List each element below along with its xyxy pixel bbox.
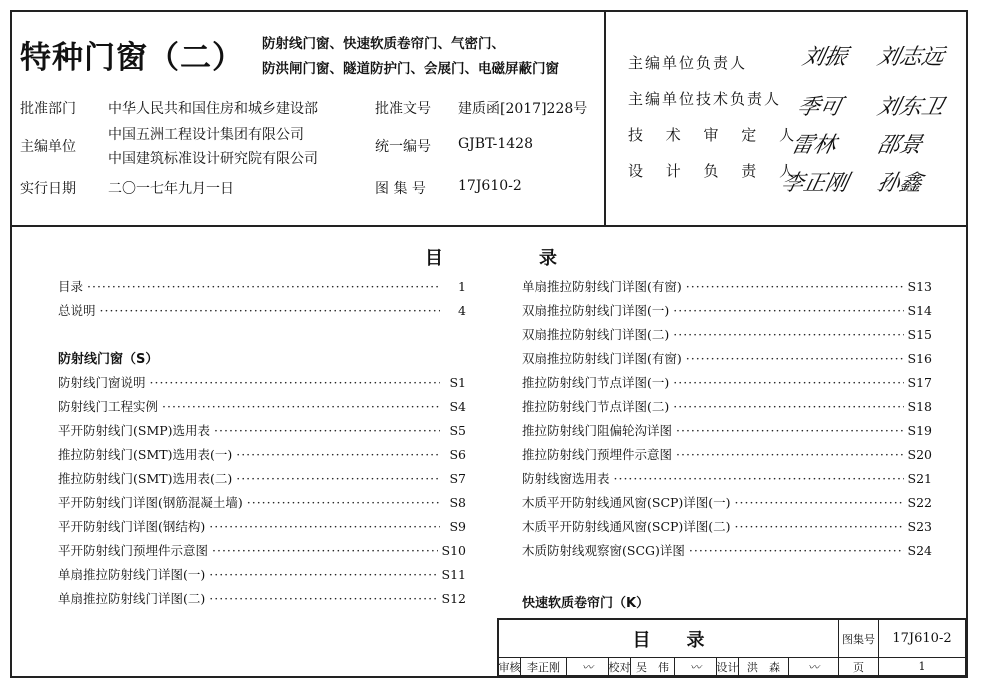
- toc-entry[interactable]: [522, 302, 932, 320]
- toc-entry-title: 总说明: [58, 303, 96, 318]
- review-label: 审核: [499, 658, 521, 676]
- toc-leader: [209, 566, 437, 584]
- editor-line2: 中国建筑标准设计研究院有限公司: [108, 151, 318, 167]
- toc-title-char1: 目: [425, 248, 443, 269]
- toc-entry-page: S10: [441, 543, 466, 558]
- signature-1b: 刘志远: [874, 45, 947, 70]
- toc-leader: [673, 374, 903, 392]
- toc-leader: [614, 470, 904, 488]
- toc-leader: [209, 518, 440, 536]
- signature-1a: 刘振: [799, 45, 850, 70]
- toc-entry[interactable]: [58, 470, 466, 488]
- toc-entry-title: 单扇推拉防射线门详图(一): [58, 567, 206, 582]
- approve-doc: 建质函[2017]228号: [458, 101, 588, 117]
- toc-entry-title: 单扇推拉防射线门详图(二): [58, 591, 206, 606]
- approve-dept-label: 批准部门: [20, 101, 76, 117]
- toc-entry-title: 推拉防射线门(SMT)选用表(一): [58, 447, 233, 462]
- toc-entry-page: 1: [458, 279, 466, 294]
- unified-no: GJBT-1428: [458, 136, 533, 152]
- drawing-sheet: [10, 10, 968, 678]
- signature-4b: 孙鑫: [874, 171, 925, 196]
- title-block: [497, 618, 966, 676]
- toc-leader: [214, 422, 440, 440]
- toc-leader: [735, 494, 904, 512]
- resp-role-1: 主编单位负责人: [628, 54, 748, 72]
- toc-entry-page: S23: [907, 519, 932, 534]
- design-label: 设计: [717, 658, 739, 676]
- toc-title-char2: 录: [539, 248, 557, 269]
- toc-entry-title: 推拉防射线门节点详图(一): [522, 375, 670, 390]
- toc-leader: [689, 542, 904, 560]
- toc-entry-page: S20: [907, 447, 932, 462]
- toc-entry[interactable]: [522, 494, 932, 512]
- toc-leader: [236, 470, 440, 488]
- toc-entry[interactable]: [58, 302, 466, 320]
- left-section-heading: 防射线门窗（S）: [58, 352, 159, 367]
- toc-entry[interactable]: [522, 422, 932, 440]
- toc-entry-page: S8: [449, 495, 466, 510]
- checker-signature: 〰: [675, 658, 717, 676]
- toc-entry-title: 双扇推拉防射线门详图(一): [522, 303, 670, 318]
- toc-entry-title: 推拉防射线门阻偏轮沟详图: [522, 423, 673, 438]
- toc-entry-title: 平开防射线门详图(钢结构): [58, 519, 206, 534]
- page-label: 页: [839, 658, 879, 676]
- toc-entry-page: S11: [441, 567, 466, 582]
- toc-entry-page: S14: [907, 303, 932, 318]
- toc-entry-title: 防射线窗选用表: [522, 471, 610, 486]
- toc-entry-page: 4: [458, 303, 466, 318]
- toc-entry-title: 单扇推拉防射线门详图(有窗): [522, 279, 682, 294]
- impl-date-label: 实行日期: [20, 181, 76, 197]
- atlas-no: 17J610-2: [458, 178, 522, 194]
- toc-entry-title: 木质平开防射线通风窗(SCP)详图(二): [522, 519, 731, 534]
- toc-leader: [673, 398, 903, 416]
- toc-entry-title: 防射线门工程实例: [58, 399, 159, 414]
- resp-role-4: 设 计 负 责 人: [628, 162, 804, 180]
- reviewer-signature: 〰: [567, 658, 609, 676]
- toc-entry-page: S6: [449, 447, 466, 462]
- toc-entry[interactable]: [522, 326, 932, 344]
- resp-role-3: 技 术 审 定 人: [628, 126, 804, 144]
- toc-entry[interactable]: [522, 518, 932, 536]
- toc-entry[interactable]: [522, 542, 932, 560]
- toc-entry-page: S7: [449, 471, 466, 486]
- atlas-label: 图集号: [839, 620, 879, 658]
- toc-entry-page: S9: [449, 519, 466, 534]
- editor-line1: 中国五洲工程设计集团有限公司: [108, 127, 304, 143]
- impl-date: 二〇一七年九月一日: [108, 181, 234, 197]
- toc-entry[interactable]: [58, 566, 466, 584]
- toc-entry[interactable]: [522, 374, 932, 392]
- toc-entry-page: S16: [907, 351, 932, 366]
- main-title: 特种门窗（二）: [20, 40, 244, 76]
- toc-leader: [236, 446, 440, 464]
- toc-entry[interactable]: [58, 278, 466, 296]
- header-info: [12, 12, 606, 225]
- checker-name: 吴 伟: [631, 658, 675, 676]
- toc-entry-title: 推拉防射线门(SMT)选用表(二): [58, 471, 233, 486]
- toc-entry[interactable]: [58, 422, 466, 440]
- atlas-no-label: 图 集 号: [375, 181, 426, 197]
- title-block-name: 目 录: [499, 620, 839, 658]
- signature-3b: 邵景: [874, 133, 925, 158]
- toc-leader: [686, 350, 904, 368]
- header: [12, 12, 966, 227]
- toc-entry-page: S1: [449, 375, 466, 390]
- toc-entry-title: 推拉防射线门预埋件示意图: [522, 447, 673, 462]
- toc-entry-page: S5: [449, 423, 466, 438]
- toc-entry[interactable]: [522, 446, 932, 464]
- toc-entry-title: 双扇推拉防射线门详图(二): [522, 327, 670, 342]
- toc-entry[interactable]: [522, 278, 932, 296]
- toc-entry-page: S24: [907, 543, 932, 558]
- atlas-number: 17J610-2: [879, 620, 966, 658]
- toc-entry[interactable]: [58, 590, 466, 608]
- toc-leader: [686, 278, 904, 296]
- toc-entry[interactable]: [58, 446, 466, 464]
- toc-entry[interactable]: [58, 494, 466, 512]
- toc-entry[interactable]: [58, 374, 466, 392]
- toc-entry[interactable]: [522, 398, 932, 416]
- toc-entry[interactable]: [58, 518, 466, 536]
- designer-name: 洪 森: [739, 658, 789, 676]
- toc-leader: [247, 494, 440, 512]
- signature-2a: 季可: [794, 95, 845, 120]
- toc-leader: [162, 398, 440, 416]
- toc-entry-page: S17: [907, 375, 932, 390]
- toc-entry-title: 双扇推拉防射线门详图(有窗): [522, 351, 682, 366]
- toc-entry-title: 防射线门窗说明: [58, 375, 146, 390]
- toc-entry[interactable]: [522, 470, 932, 488]
- toc-entry-title: 推拉防射线门节点详图(二): [522, 399, 670, 414]
- toc-entry-page: S12: [441, 591, 466, 606]
- toc-entry-title: 目录: [58, 279, 84, 294]
- toc-entry-page: S19: [907, 423, 932, 438]
- toc-entry-title: 平开防射线门(SMP)选用表: [58, 423, 211, 438]
- check-label: 校对: [609, 658, 631, 676]
- toc-entry-page: S22: [907, 495, 932, 510]
- right-section-heading: 快速软质卷帘门（K）: [522, 596, 650, 611]
- toc-leader: [673, 326, 903, 344]
- toc-leader: [100, 302, 440, 320]
- editor-label: 主编单位: [20, 139, 76, 155]
- sub-title-line1: 防射线门窗、快速软质卷帘门、气密门、: [262, 36, 505, 52]
- responsibles-panel: [606, 12, 966, 225]
- signature-2b: 刘东卫: [874, 95, 947, 120]
- toc-leader: [212, 542, 438, 560]
- toc-leader: [150, 374, 440, 392]
- toc-entry-title: 木质平开防射线通风窗(SCP)详图(一): [522, 495, 731, 510]
- unified-no-label: 统一编号: [375, 139, 431, 155]
- toc-entry-page: S4: [449, 399, 466, 414]
- toc-entry-title: 木质防射线观察窗(SCG)详图: [522, 543, 685, 558]
- toc-entry-title: 平开防射线门预埋件示意图: [58, 543, 209, 558]
- toc-leader: [735, 518, 904, 536]
- toc-leader: [673, 302, 903, 320]
- designer-signature: 〰: [789, 658, 839, 676]
- sub-title-line2: 防洪闸门窗、隧道防护门、会展门、电磁屏蔽门窗: [262, 61, 559, 77]
- toc-leader: [87, 278, 440, 296]
- toc-entry-page: S13: [907, 279, 932, 294]
- toc-leader: [209, 590, 437, 608]
- toc-leader: [676, 422, 904, 440]
- approve-doc-label: 批准文号: [375, 101, 431, 117]
- toc-leader: [676, 446, 904, 464]
- signature-3a: 雷林: [788, 133, 839, 158]
- toc-entry[interactable]: [522, 350, 932, 368]
- toc-entry[interactable]: [58, 398, 466, 416]
- toc-entry-title: 平开防射线门详图(钢筋混凝土墙): [58, 495, 243, 510]
- reviewer-name: 李正刚: [521, 658, 567, 676]
- toc-entry-page: S18: [907, 399, 932, 414]
- toc-entry-page: S21: [907, 471, 932, 486]
- page-number: 1: [879, 658, 966, 676]
- toc-entry[interactable]: [58, 542, 466, 560]
- toc-entry-page: S15: [907, 327, 932, 342]
- approve-dept: 中华人民共和国住房和城乡建设部: [108, 101, 318, 117]
- resp-role-2: 主编单位技术负责人: [628, 90, 782, 108]
- signature-4a: 李正刚: [778, 171, 851, 196]
